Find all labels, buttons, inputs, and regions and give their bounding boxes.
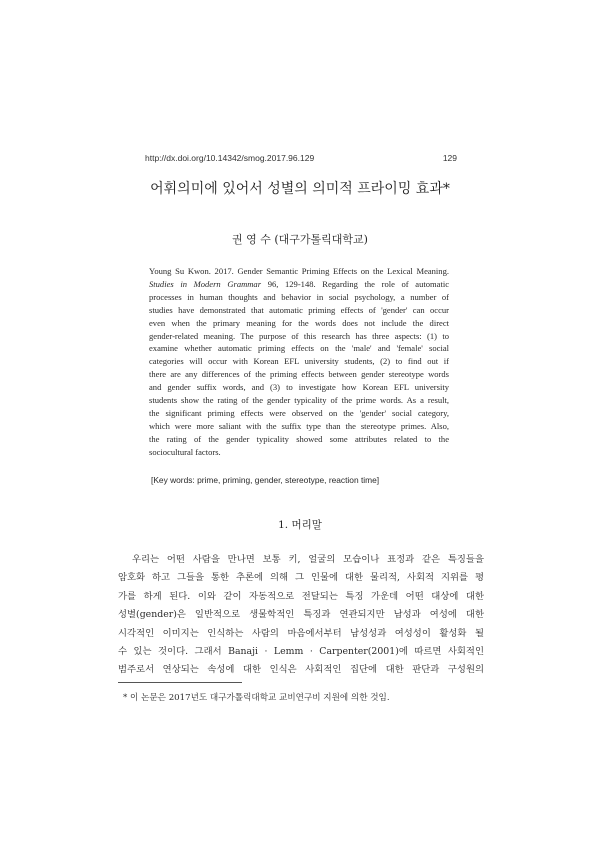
abstract-line: the rating of the gender typicality showed some attributes related to the	[149, 433, 449, 444]
footnote: * 이 논문은 2017년도 대구가톨릭대학교 교비연구비 지원에 의한 것임.	[123, 693, 390, 703]
abstract-line: sociocultural factors.	[149, 446, 221, 457]
abstract-line: and gender suffix words, and (3) to investigate how Korean EFL university	[149, 382, 449, 393]
body-line: 암호화 하고 그들을 통한 추론에 의해 그 인물에 대한 물리적, 사회적 지위를 평	[118, 572, 484, 584]
abstract-line: gender-related meaning. The purpose of this research has three aspects: (1) to	[149, 330, 449, 341]
body-line: 수 있는 것이다. 그래서 Banaji · Lemm · Carpenter(2001)에 따르면 사회적인	[118, 646, 484, 658]
paper-title: 어휘의미에 있어서 성별의 의미적 프라이밍 효과*	[150, 181, 450, 197]
body-line: 범주로서 연상되는 속성에 대한 인식은 사회적인 집단에 대한 판단과 구성원의	[118, 664, 484, 676]
section-heading: 1. 머리말	[278, 519, 322, 531]
abstract-line: even when the primary meaning for the words does not include the direct	[149, 317, 449, 328]
journal-name: Studies in Modern Grammar	[149, 278, 262, 289]
page-number: 129	[442, 153, 457, 163]
body-line: 가를 하게 된다. 이와 같이 자동적으로 전달되는 특징 가운데 어떤 대상에 대한	[118, 590, 484, 602]
abstract-line: students show the rating of the gender typicality of the prime words. As a result,	[149, 395, 449, 406]
abstract-journal-line	[149, 278, 449, 291]
abstract-line: which were more saliant with the suffix type than the stereotype primes. Also,	[149, 420, 449, 431]
abstract-line: there are any differences of the priming effects between gender stereotype words	[149, 369, 449, 380]
abstract-citation-line: Young Su Kwon. 2017. Gender Semantic Priming Effects on the Lexical Meaning.	[149, 266, 449, 276]
doi-link[interactable]: http://dx.doi.org/10.14342/smog.2017.96.129	[145, 153, 315, 163]
journal-volume-pages: 96, 129-148. Regarding the role of automatic	[261, 278, 449, 289]
abstract-line: studies have demonstrated that automatic priming effects of 'gender' can occur	[149, 304, 449, 315]
abstract-line: examine whether automatic priming effects on the 'male' and 'female' social	[149, 343, 449, 354]
body-line: 성별(gender)은 일반적으로 생물학적인 특징과 연관되지만 남성과 여성에 대한	[118, 609, 484, 621]
abstract	[149, 265, 449, 459]
body-line: 시각적인 이미지는 인식하는 사람의 마음에서부터 남성성과 여성성이 활성화 될	[118, 627, 484, 639]
author-affiliation: 권 영 수 (대구가톨릭대학교)	[232, 233, 368, 246]
abstract-line: categories will occur with Korean EFL university students, (2) to find out if	[149, 356, 449, 367]
abstract-line: the significant priming effects were observed on the 'gender' social category,	[149, 407, 449, 418]
abstract-line: processes in human thoughts and behavior in social psychology, a number of	[149, 291, 449, 302]
body-line: 우리는 어떤 사람을 만나면 보통 키, 얼굴의 모습이나 표정과 같은 특징들을	[132, 554, 484, 565]
footnote-divider	[118, 682, 242, 683]
body-paragraph	[118, 551, 484, 680]
keywords: [Key words: prime, priming, gender, stereotype, reaction time]	[151, 475, 380, 485]
